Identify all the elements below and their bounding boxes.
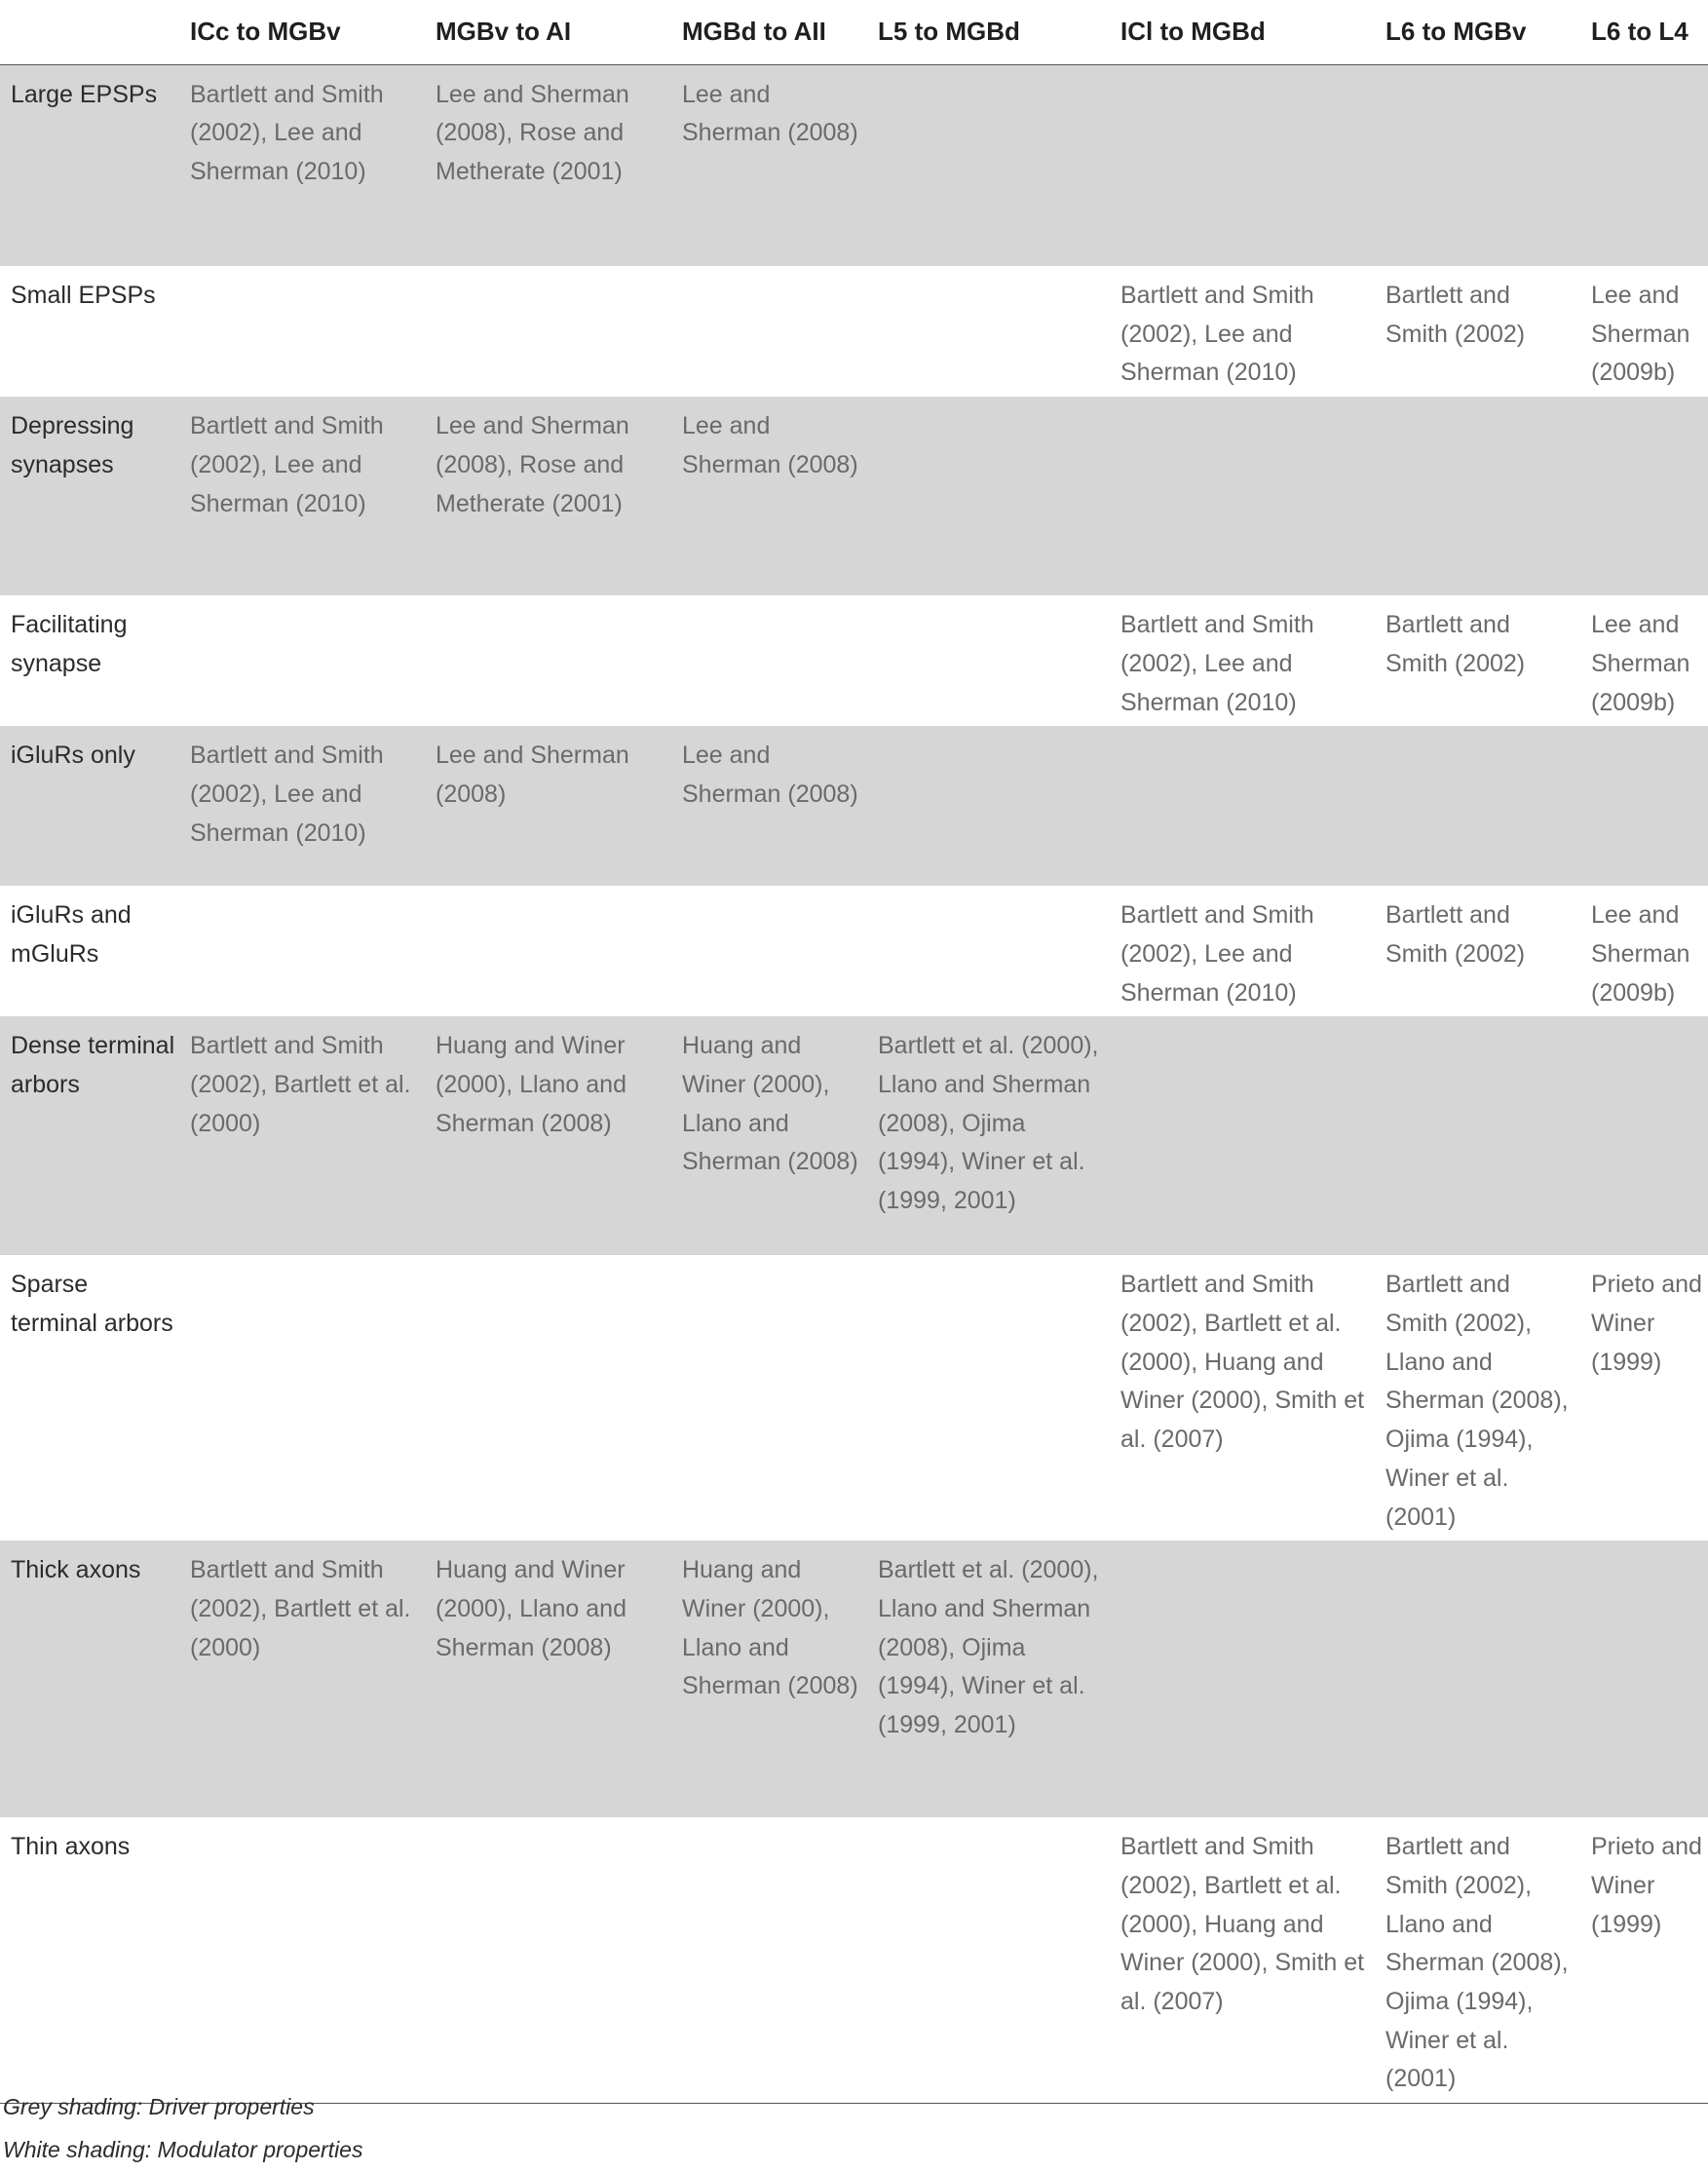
header-l6-to-mgbv: L6 to MGBv <box>1375 0 1580 64</box>
table-cell: Lee and Sherman (2008) <box>671 64 867 266</box>
header-l6-to-l4: L6 to L4 <box>1580 0 1708 64</box>
table-cell <box>425 886 671 1016</box>
header-row <box>0 0 1708 64</box>
table-cell: Lee and Sherman (2009b) <box>1580 266 1708 397</box>
row-label: Small EPSPs <box>0 266 179 397</box>
row-label: iGluRs and mGluRs <box>0 886 179 1016</box>
row-label: Depressing synapses <box>0 397 179 595</box>
table-row <box>0 397 1708 595</box>
table-footnotes <box>3 2085 362 2171</box>
table-cell: Lee and Sherman (2008), Rose and Metherate (2001) <box>425 397 671 595</box>
table-cell <box>1375 1541 1580 1817</box>
table-cell: Huang and Winer (2000), Llano and Sherman (2008) <box>671 1016 867 1255</box>
table-cell: Bartlett and Smith (2002), Bartlett et al. (2000), Huang and Winer (2000), Smith et al. (2007) <box>1110 1817 1375 2103</box>
table-cell <box>1375 1016 1580 1255</box>
table-cell: Bartlett and Smith (2002), Llano and Sherman (2008), Ojima (1994), Winer et al. (2001) <box>1375 1817 1580 2103</box>
table-cell: Bartlett and Smith (2002) <box>1375 595 1580 726</box>
header-mgbd-to-aii: MGBd to AII <box>671 0 867 64</box>
table-row <box>0 1817 1708 2103</box>
table-cell: Bartlett and Smith (2002), Bartlett et al. (2000) <box>179 1541 425 1817</box>
table-cell <box>671 1255 867 1541</box>
table-cell <box>1580 1541 1708 1817</box>
table-cell: Bartlett and Smith (2002), Llano and Sherman (2008), Ojima (1994), Winer et al. (2001) <box>1375 1255 1580 1541</box>
table-cell: Prieto and Winer (1999) <box>1580 1817 1708 2103</box>
table-cell <box>1110 64 1375 266</box>
table-cell <box>867 266 1110 397</box>
table-cell <box>867 886 1110 1016</box>
table-cell: Bartlett and Smith (2002), Lee and Sherman (2010) <box>1110 886 1375 1016</box>
row-label: Sparse terminal arbors <box>0 1255 179 1541</box>
table-cell: Bartlett and Smith (2002), Lee and Sherman (2010) <box>179 726 425 886</box>
table-cell: Bartlett and Smith (2002), Lee and Sherman (2010) <box>179 64 425 266</box>
table-row <box>0 1541 1708 1817</box>
header-mgbv-to-ai: MGBv to AI <box>425 0 671 64</box>
table-cell <box>425 595 671 726</box>
table-cell <box>867 595 1110 726</box>
table-cell <box>671 266 867 397</box>
table-cell <box>867 64 1110 266</box>
table-cell: Lee and Sherman (2008) <box>671 726 867 886</box>
table-cell <box>1110 1016 1375 1255</box>
table-cell: Bartlett et al. (2000), Llano and Sherman (2008), Ojima (1994), Winer et al. (1999, 2001) <box>867 1016 1110 1255</box>
row-label: Thick axons <box>0 1541 179 1817</box>
table-row <box>0 64 1708 266</box>
header-l5-to-mgbd: L5 to MGBd <box>867 0 1110 64</box>
table-row <box>0 266 1708 397</box>
table-row <box>0 1255 1708 1541</box>
footnote-grey-shading: Grey shading: Driver properties <box>3 2094 315 2119</box>
table-cell <box>179 1255 425 1541</box>
table-cell: Huang and Winer (2000), Llano and Sherman (2008) <box>425 1016 671 1255</box>
row-label: Dense terminal arbors <box>0 1016 179 1255</box>
table-cell: Lee and Sherman (2008) <box>671 397 867 595</box>
table-row <box>0 595 1708 726</box>
table-cell <box>425 1255 671 1541</box>
table-cell <box>867 726 1110 886</box>
table-cell: Bartlett and Smith (2002) <box>1375 886 1580 1016</box>
table-cell <box>867 1255 1110 1541</box>
header-cell-blank <box>0 0 179 64</box>
table-cell: Bartlett and Smith (2002), Lee and Sherman (2010) <box>1110 595 1375 726</box>
table-cell <box>1375 397 1580 595</box>
table-cell: Bartlett and Smith (2002), Lee and Sherman (2010) <box>179 397 425 595</box>
header-icc-to-mgbv: ICc to MGBv <box>179 0 425 64</box>
table-cell <box>179 1817 425 2103</box>
table-cell <box>425 266 671 397</box>
table-cell <box>671 886 867 1016</box>
table-cell <box>1580 1016 1708 1255</box>
table-cell: Prieto and Winer (1999) <box>1580 1255 1708 1541</box>
table-cell <box>1110 397 1375 595</box>
table-cell: Lee and Sherman (2008) <box>425 726 671 886</box>
table-cell <box>1110 726 1375 886</box>
table-cell <box>1375 726 1580 886</box>
table-cell: Huang and Winer (2000), Llano and Sherman (2008) <box>425 1541 671 1817</box>
table-cell <box>1580 64 1708 266</box>
table-cell: Bartlett and Smith (2002), Bartlett et al. (2000) <box>179 1016 425 1255</box>
row-label: Large EPSPs <box>0 64 179 266</box>
table-row <box>0 886 1708 1016</box>
table-cell: Lee and Sherman (2008), Rose and Metherate (2001) <box>425 64 671 266</box>
header-icl-to-mgbd: ICl to MGBd <box>1110 0 1375 64</box>
table-row <box>0 1016 1708 1255</box>
table-cell: Bartlett and Smith (2002), Bartlett et al. (2000), Huang and Winer (2000), Smith et al. (2007) <box>1110 1255 1375 1541</box>
row-label: Thin axons <box>0 1817 179 2103</box>
table-cell: Bartlett and Smith (2002), Lee and Sherman (2010) <box>1110 266 1375 397</box>
table-cell <box>179 595 425 726</box>
table-cell <box>1580 397 1708 595</box>
table-cell <box>867 397 1110 595</box>
table-cell: Bartlett and Smith (2002) <box>1375 266 1580 397</box>
table-cell <box>671 1817 867 2103</box>
table-cell <box>1375 64 1580 266</box>
row-label: Facilitating synapse <box>0 595 179 726</box>
table-cell <box>425 1817 671 2103</box>
table-cell: Lee and Sherman (2009b) <box>1580 595 1708 726</box>
table-cell <box>671 595 867 726</box>
table-cell <box>1110 1541 1375 1817</box>
footnote-white-shading: White shading: Modulator properties <box>3 2137 363 2162</box>
table-cell: Lee and Sherman (2009b) <box>1580 886 1708 1016</box>
table-cell: Huang and Winer (2000), Llano and Sherman (2008) <box>671 1541 867 1817</box>
row-label: iGluRs only <box>0 726 179 886</box>
table-cell <box>1580 726 1708 886</box>
table-cell <box>867 1817 1110 2103</box>
table-row <box>0 726 1708 886</box>
table-cell: Bartlett et al. (2000), Llano and Sherman (2008), Ojima (1994), Winer et al. (1999, 2001) <box>867 1541 1110 1817</box>
table-cell <box>179 886 425 1016</box>
table-cell <box>179 266 425 397</box>
